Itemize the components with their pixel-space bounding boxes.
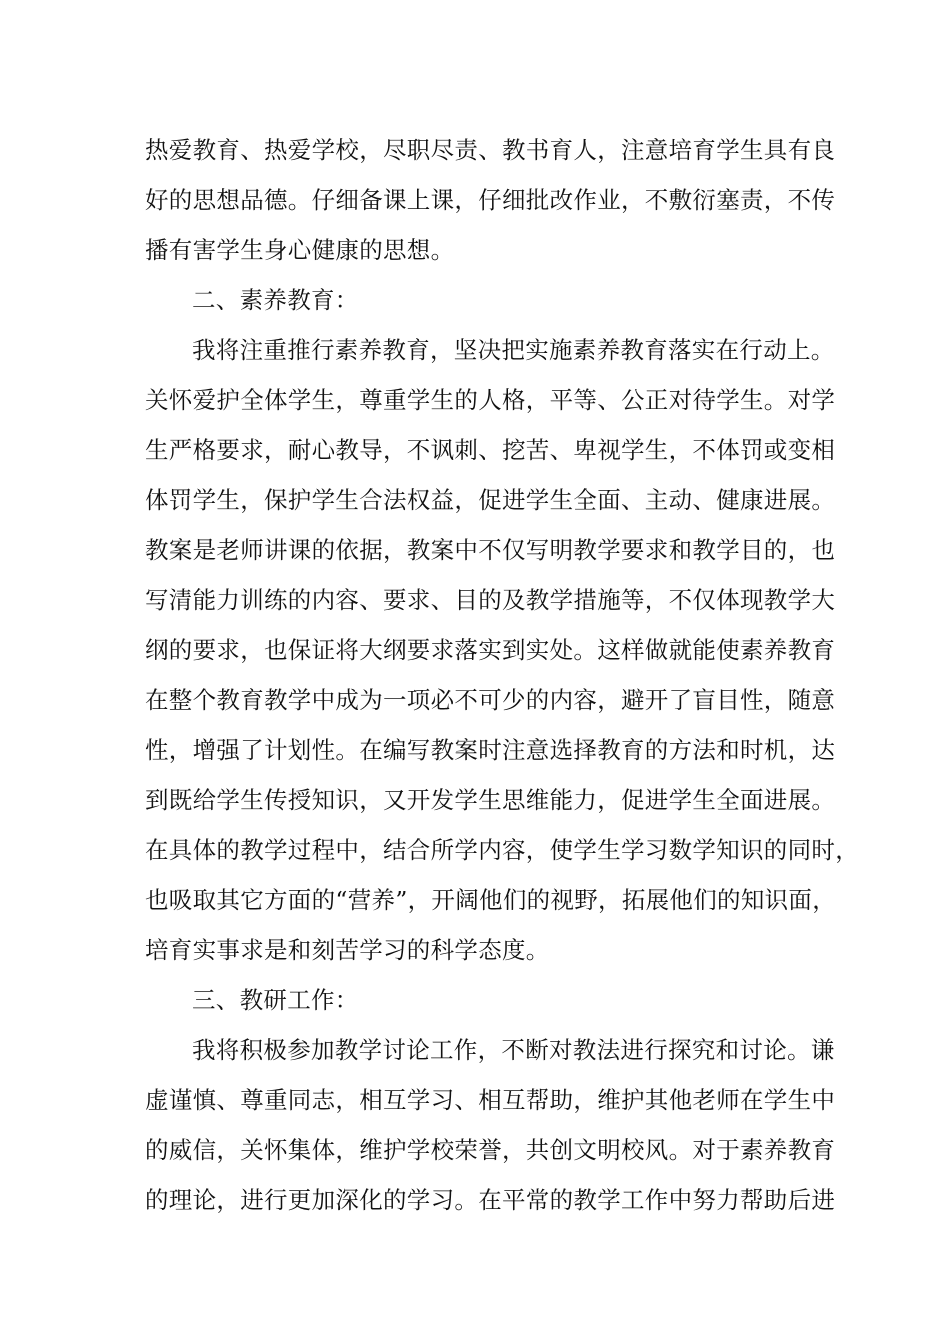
text-line: 热爱教育、热爱学校，尽职尽责、教书育人，注意培育学生具有良 bbox=[145, 136, 836, 164]
section-heading: 三、教研工作： bbox=[192, 986, 359, 1014]
text-line: 虚谨慎、尊重同志，相互学习、相互帮助，维护其他老师在学生中 bbox=[145, 1086, 836, 1114]
text-line: 写清能力训练的内容、要求、目的及教学措施等，不仅体现教学大 bbox=[145, 586, 836, 614]
text-line: 到既给学生传授知识，又开发学生思维能力，促进学生全面进展。 bbox=[145, 786, 836, 814]
section-heading: 二、素养教育： bbox=[192, 286, 359, 314]
text-line: 在整个教育教学中成为一项必不可少的内容，避开了盲目性，随意 bbox=[145, 686, 836, 714]
text-line: 的威信，关怀集体，维护学校荣誉，共创文明校风。对于素养教育 bbox=[145, 1136, 836, 1164]
text-line: 体罚学生，保护学生合法权益，促进学生全面、主动、健康进展。 bbox=[145, 486, 836, 514]
text-line: 关怀爱护全体学生，尊重学生的人格，平等、公正对待学生。对学 bbox=[145, 386, 836, 414]
text-line: 在具体的教学过程中，结合所学内容，使学生学习数学知识的同时， bbox=[145, 836, 859, 864]
text-line: 生严格要求，耐心教导，不讽刺、挖苦、卑视学生，不体罚或变相 bbox=[145, 436, 836, 464]
text-line: 性，增强了计划性。在编写教案时注意选择教育的方法和时机，达 bbox=[145, 736, 836, 764]
text-line: 纲的要求，也保证将大纲要求落实到实处。这样做就能使素养教育 bbox=[145, 636, 836, 664]
text-line: 我将积极参加教学讨论工作，不断对教法进行探究和讨论。谦 bbox=[192, 1036, 835, 1064]
text-line: 也吸取其它方面的“营养”，开阔他们的视野，拓展他们的知识面， bbox=[145, 886, 837, 914]
text-line: 播有害学生身心健康的思想。 bbox=[145, 236, 455, 264]
text-line: 教案是老师讲课的依据，教案中不仅写明教学要求和教学目的，也 bbox=[145, 536, 836, 564]
text-line: 的理论，进行更加深化的学习。在平常的教学工作中努力帮助后进 bbox=[145, 1186, 836, 1214]
text-line: 我将注重推行素养教育，坚决把实施素养教育落实在行动上。 bbox=[192, 336, 835, 364]
text-line: 好的思想品德。仔细备课上课，仔细批改作业，不敷衍塞责，不传 bbox=[145, 186, 836, 214]
text-line: 培育实事求是和刻苦学习的科学态度。 bbox=[145, 936, 550, 964]
